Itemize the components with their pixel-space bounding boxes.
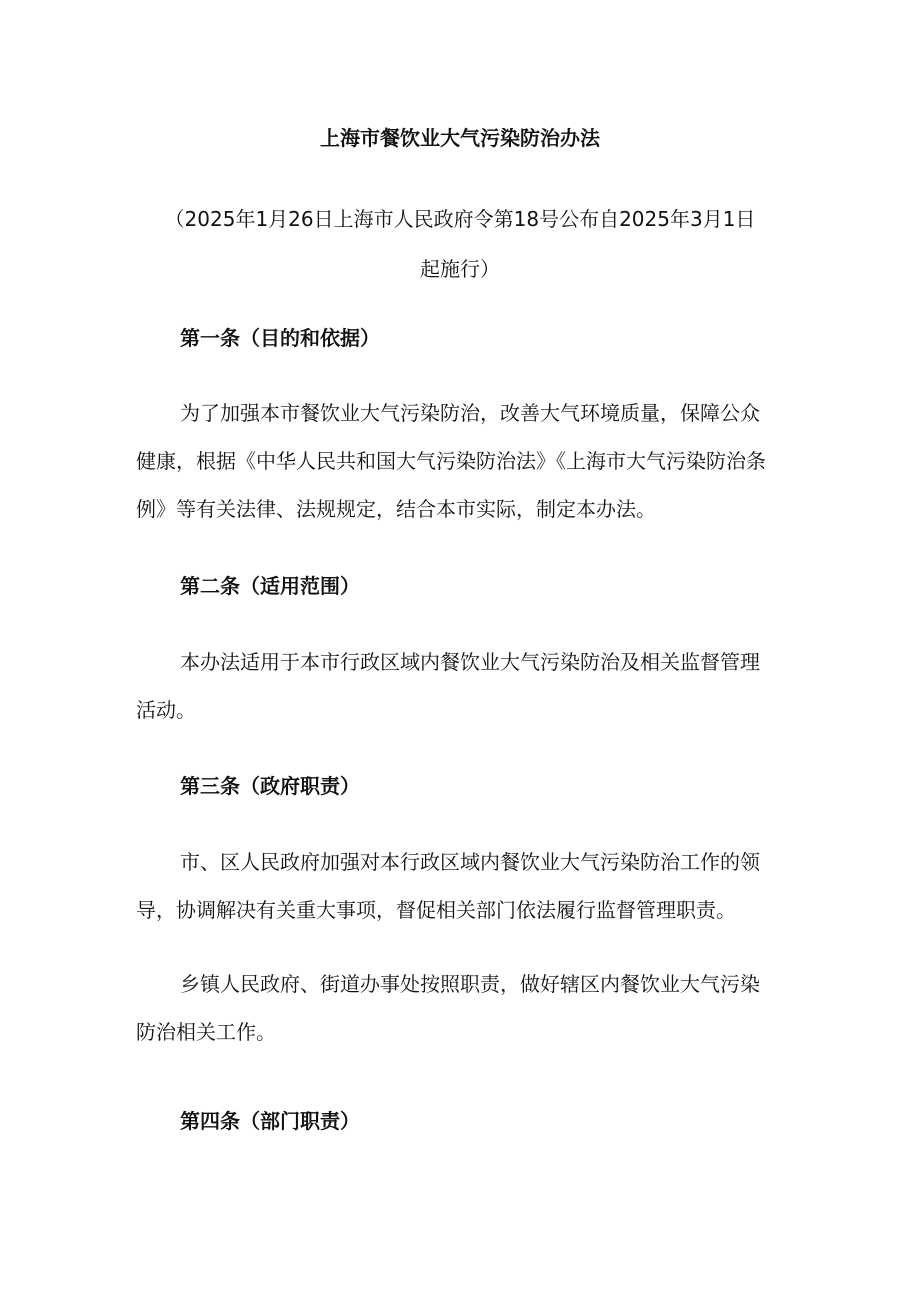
article-3-paragraph-2: 乡镇人民政府、街道办事处按照职责，做好辖区内餐饮业大气污染防治相关工作。: [136, 972, 760, 1044]
article-3-paragraph-1: 市、区人民政府加强对本行政区域内餐饮业大气污染防治工作的领导，协调解决有关重大事项，督促相关部门依法履行监督管理职责。: [136, 850, 760, 922]
article-1-paragraph-1: 为了加强本市餐饮业大气污染防治，改善大气环境质量，保障公众健康，根据《中华人民共和国大气污染防治法》《上海市大气污染防治条例》等有关法律、法规规定，结合本市实际，制定本办法。: [136, 401, 766, 521]
article-1-heading: 第一条（目的和依据）: [180, 326, 380, 350]
document-title: 上海市餐饮业大气污染防治办法: [320, 126, 600, 150]
article-4-heading: 第四条（部门职责）: [180, 1109, 360, 1133]
document-subtitle: （2025年1月26日上海市人民政府令第18号公布自2025年3月1日起施行）: [164, 207, 756, 281]
article-2-heading: 第二条（适用范围）: [180, 574, 360, 598]
article-2-paragraph-1: 本办法适用于本市行政区域内餐饮业大气污染防治及相关监督管理活动。: [136, 650, 760, 722]
article-3-heading: 第三条（政府职责）: [180, 774, 360, 798]
